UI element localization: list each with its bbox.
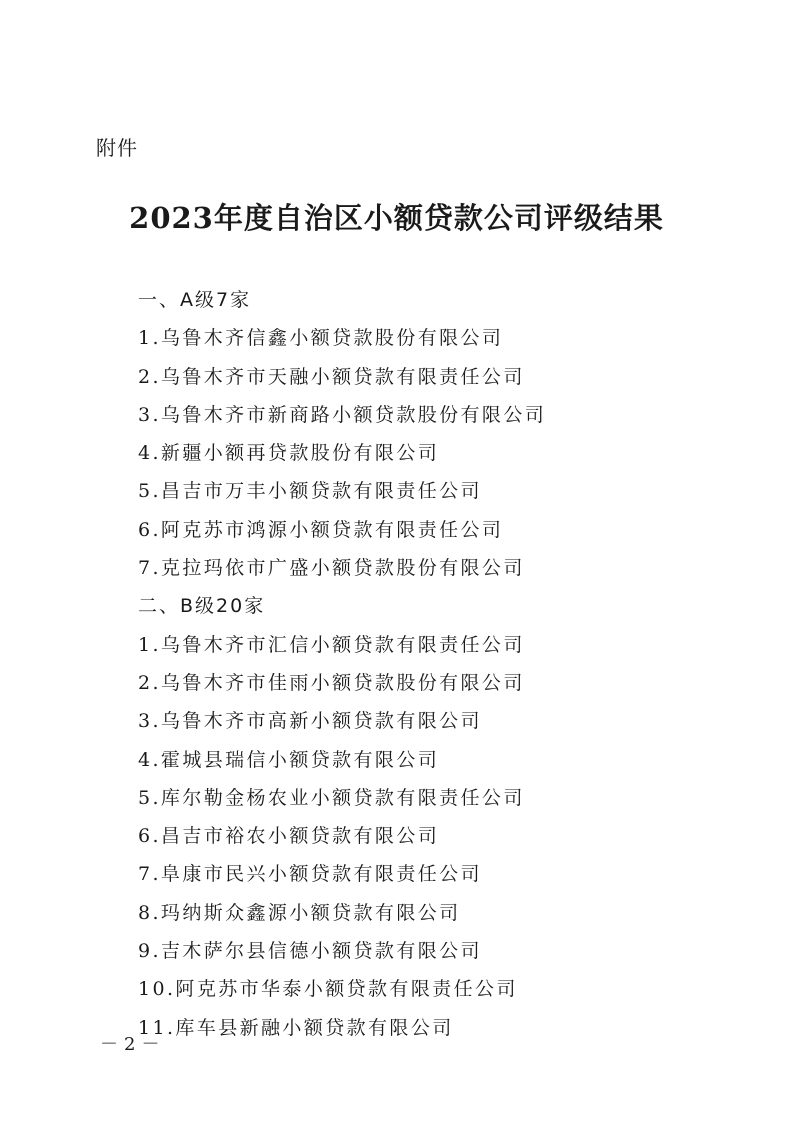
list-item: 6.昌吉市裕农小额贷款有限公司 xyxy=(138,825,440,848)
list-item: 3.乌鲁木齐市高新小额贷款有限公司 xyxy=(138,710,482,733)
list-item: 4.新疆小额再贷款股份有限公司 xyxy=(138,442,440,465)
list-item: 6.阿克苏市鸿源小额贷款有限责任公司 xyxy=(138,518,504,541)
list-item: 8.玛纳斯众鑫源小额贷款有限公司 xyxy=(138,901,461,924)
section-heading-b: 二、B级20家 xyxy=(138,595,266,618)
section-heading-a: 一、A级7家 xyxy=(138,289,252,311)
page-number: －2－ xyxy=(100,1034,166,1055)
list-item: 2.乌鲁木齐市天融小额贷款有限责任公司 xyxy=(138,365,525,388)
list-item: 7.克拉玛依市广盛小额贷款股份有限公司 xyxy=(138,557,525,580)
list-item: 3.乌鲁木齐市新商路小额贷款股份有限公司 xyxy=(138,403,547,426)
list-item: 7.阜康市民兴小额贷款有限责任公司 xyxy=(138,863,482,886)
list-item: 9.吉木萨尔县信德小额贷款有限公司 xyxy=(138,940,482,963)
list-item: 1.乌鲁木齐市汇信小额贷款有限责任公司 xyxy=(138,633,525,656)
list-item: 5.库尔勒金杨农业小额贷款有限责任公司 xyxy=(138,786,525,809)
list-item: 5.昌吉市万丰小额贷款有限责任公司 xyxy=(138,480,482,503)
list-item: 1.乌鲁木齐信鑫小额贷款股份有限公司 xyxy=(138,327,504,350)
list-item: 11.库车县新融小额贷款有限公司 xyxy=(138,1016,454,1039)
list-item: 4.霍城县瑞信小额贷款有限公司 xyxy=(138,748,440,771)
list-item: 10.阿克苏市华泰小额贷款有限责任公司 xyxy=(138,978,518,1001)
attachment-label: 附件 xyxy=(96,136,138,160)
document-title: 2023年度自治区小额贷款公司评级结果 xyxy=(129,201,664,235)
list-item: 2.乌鲁木齐市佳雨小额贷款股份有限公司 xyxy=(138,671,525,694)
rating-list xyxy=(138,281,758,1047)
